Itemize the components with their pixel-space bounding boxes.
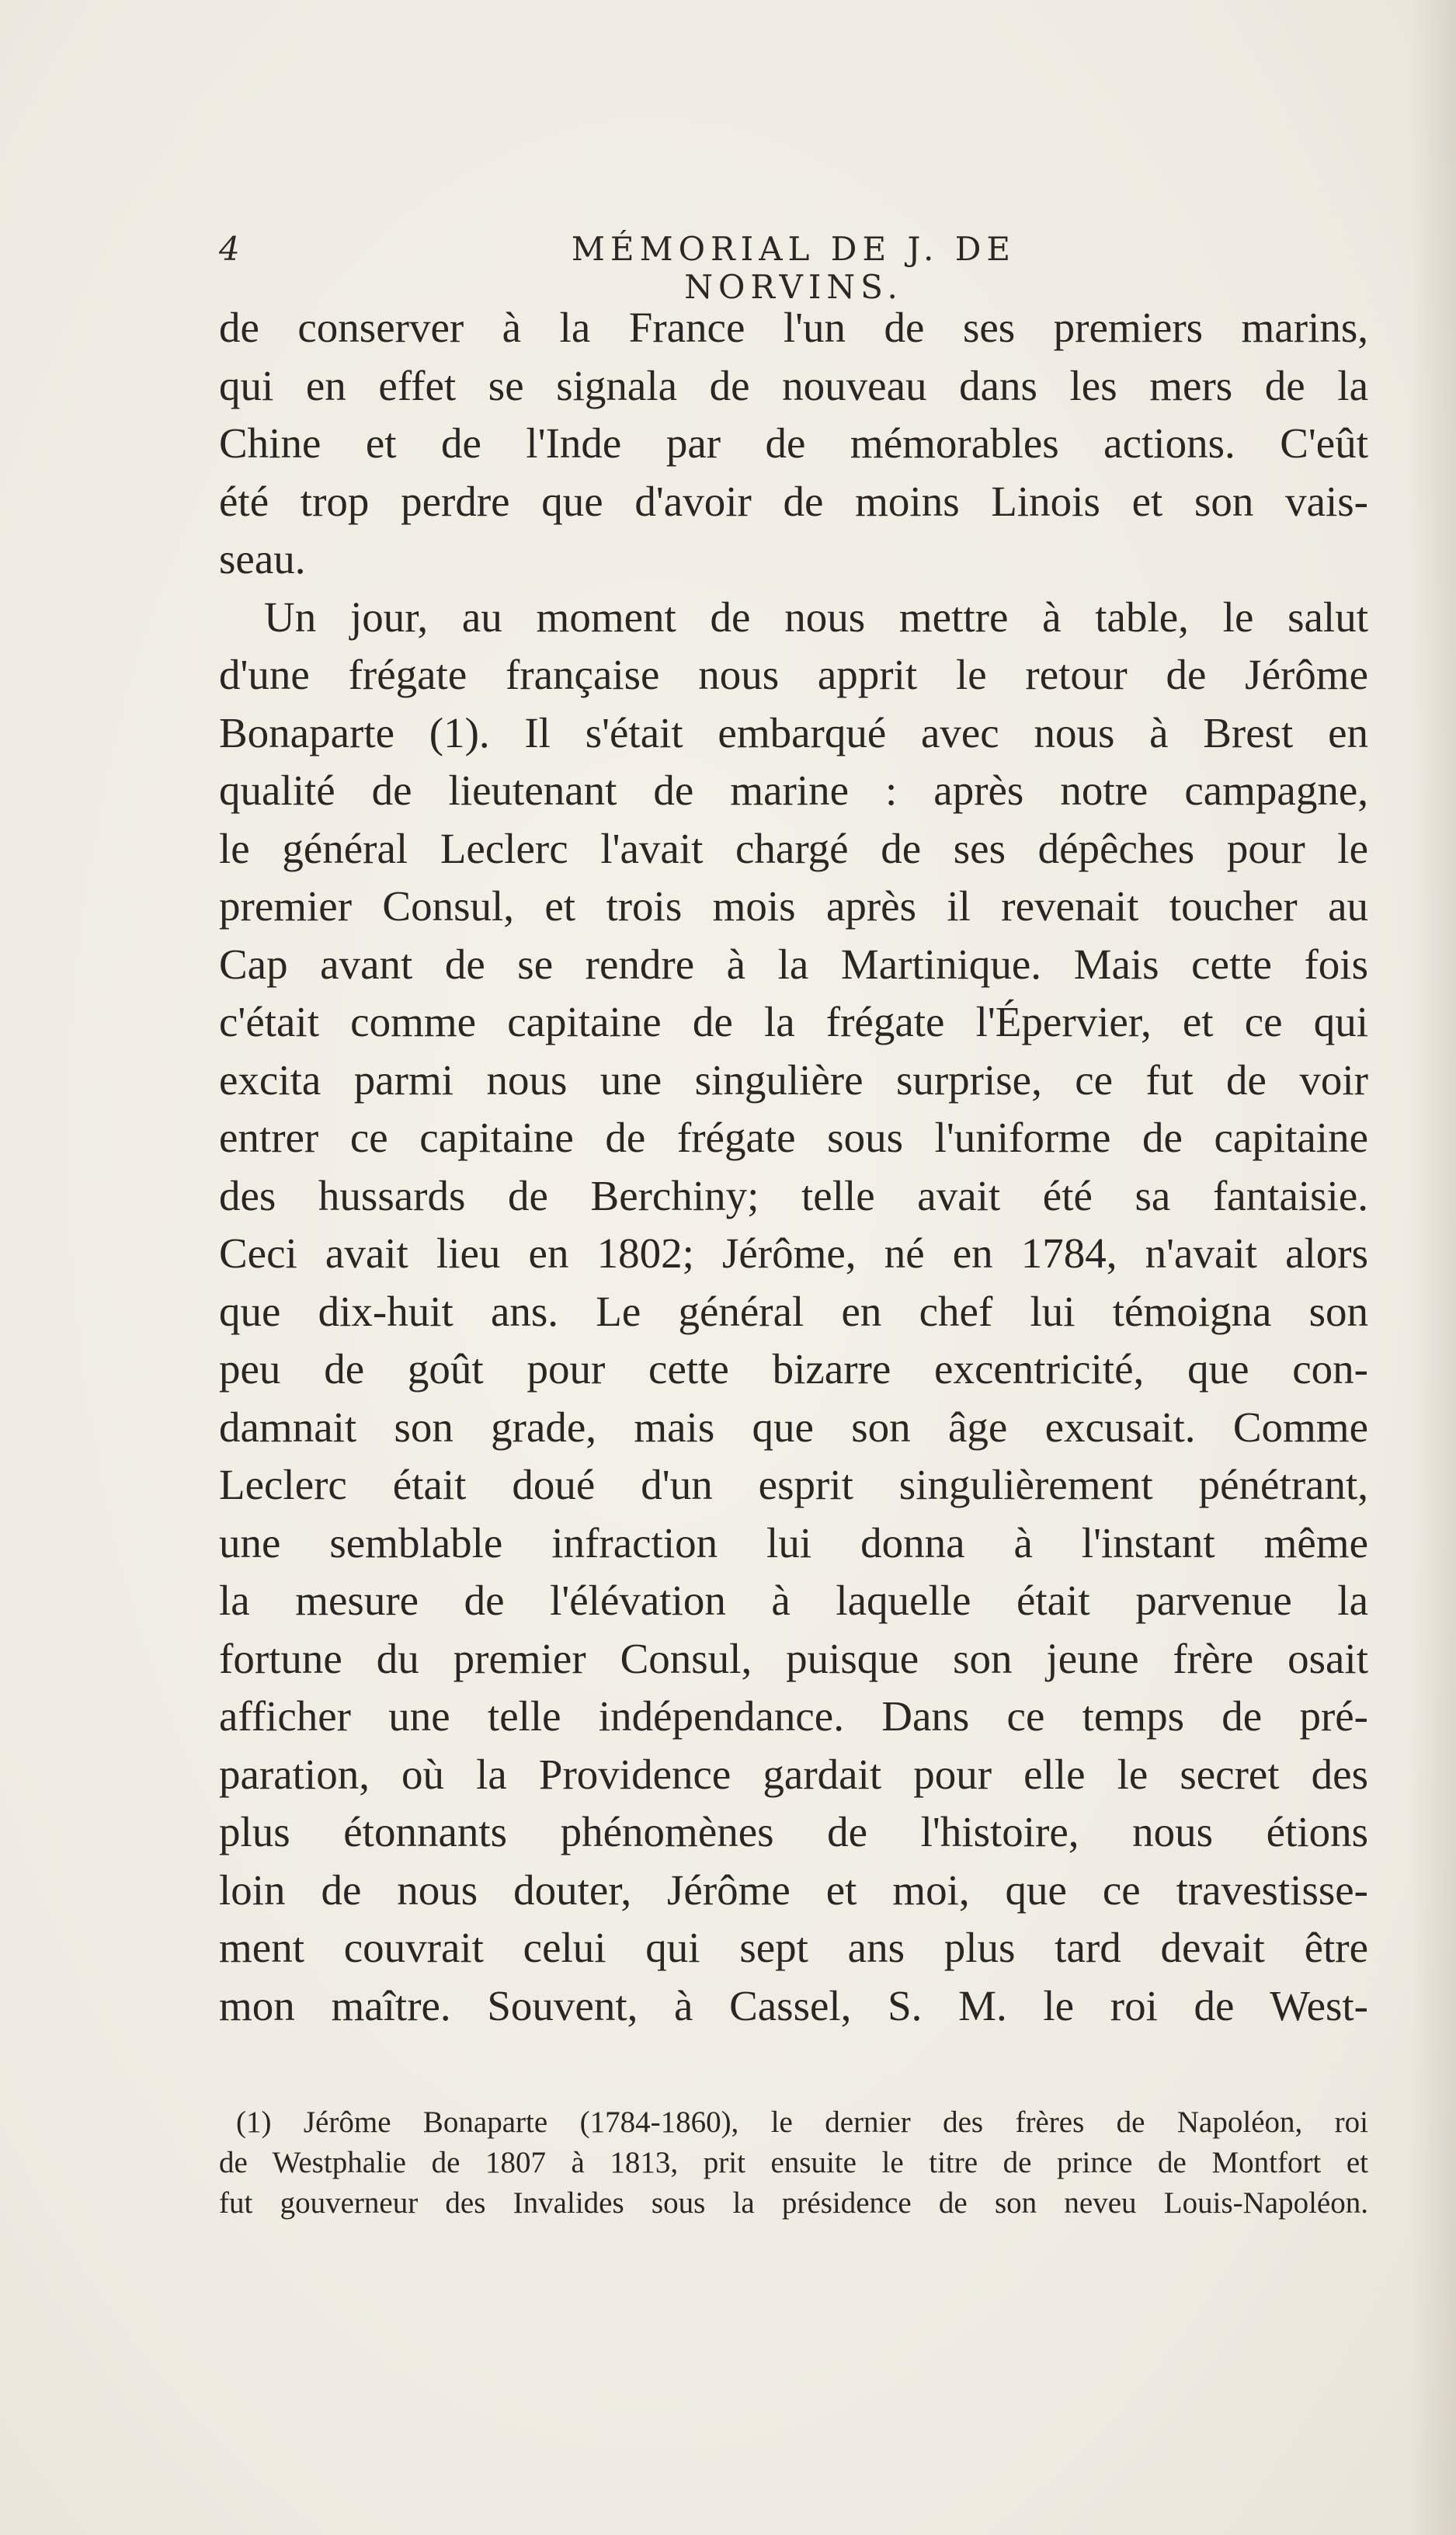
text-line: Chine et de l'Inde par de mémorables actions. C'eût: [219, 419, 1368, 467]
text-line: excita parmi nous une singulière surprise, ce fut de voir: [219, 1055, 1368, 1104]
text-line: fortune du premier Consul, puisque son jeune frère osait: [219, 1634, 1368, 1682]
text-line: peu de goût pour cette bizarre excentricité, que con-: [219, 1345, 1368, 1393]
text-line: été trop perdre que d'avoir de moins Linois et son vais-: [219, 477, 1368, 525]
text-line: une semblable infraction lui donna à l'instant même: [219, 1518, 1368, 1567]
text-line: damnait son grade, mais que son âge excusait. Comme: [219, 1403, 1368, 1451]
text-line: de conserver à la France l'un de ses premiers marins,: [219, 304, 1368, 351]
text-line: des hussards de Berchiny; telle avait été sa fantaisie.: [219, 1171, 1368, 1219]
footnote-line: de Westphalie de 1807 à 1813, prit ensuite le titre de prince de Montfort et: [219, 2146, 1368, 2179]
text-line: qualité de lieutenant de marine : après notre campagne,: [219, 767, 1368, 814]
text-line: que dix-huit ans. Le général en chef lui témoigna son: [219, 1287, 1368, 1335]
page-header: [219, 230, 1368, 306]
paragraph-start-line: Un jour, au moment de nous mettre à table, le salut: [264, 593, 1368, 641]
text-line: d'une frégate française nous apprit le retour de Jérôme: [219, 651, 1368, 698]
text-line: Bonaparte (1). Il s'était embarqué avec nous à Brest en: [219, 708, 1368, 756]
body-text: [219, 299, 1368, 2035]
text-line: premier Consul, et trois mois après il revenait toucher au: [219, 882, 1368, 930]
footnote-line: (1) Jérôme Bonaparte (1784-1860), le dernier des frères de Napoléon, roi: [236, 2106, 1368, 2139]
text-line: mon maître. Souvent, à Cassel, S. M. le roi de West-: [219, 1981, 1368, 2029]
text-line: qui en effet se signala de nouveau dans les mers de la: [219, 361, 1368, 409]
footnotes: [219, 2102, 1368, 2224]
text-line: loin de nous douter, Jérôme et moi, que ce travestisse-: [219, 1866, 1368, 1914]
text-line: c'était comme capitaine de la frégate l'Épervier, et ce qui: [219, 998, 1368, 1045]
footnote-line: fut gouverneur des Invalides sous la présidence de son neveu Louis-Napoléon.: [219, 2186, 1368, 2220]
text-line: afficher une telle indépendance. Dans ce temps de pré-: [219, 1692, 1368, 1740]
text-line: paration, où la Providence gardait pour elle le secret des: [219, 1750, 1368, 1798]
text-line: Ceci avait lieu en 1802; Jérôme, né en 1784, n'avait alors: [219, 1229, 1368, 1277]
text-line: Cap avant de se rendre à la Martinique. Mais cette fois: [219, 940, 1368, 988]
text-line: entrer ce capitaine de frégate sous l'uniforme de capitaine: [219, 1114, 1368, 1161]
page-number: 4: [219, 230, 240, 268]
text-line: Leclerc était doué d'un esprit singulièrement pénétrant,: [219, 1461, 1368, 1508]
page-edge-shadow: [1409, 0, 1456, 2535]
text-line: plus étonnants phénomènes de l'histoire, nous étions: [219, 1808, 1368, 1855]
running-title: MÉMORIAL DE J. DE NORVINS.: [571, 230, 1016, 306]
text-line: ment couvrait celui qui sept ans plus tard devait être: [219, 1924, 1368, 1971]
text-line: la mesure de l'élévation à laquelle était parvenue la: [219, 1577, 1368, 1624]
text-line: seau.: [219, 535, 306, 582]
text-line: le général Leclerc l'avait chargé de ses dépêches pour le: [219, 824, 1368, 872]
